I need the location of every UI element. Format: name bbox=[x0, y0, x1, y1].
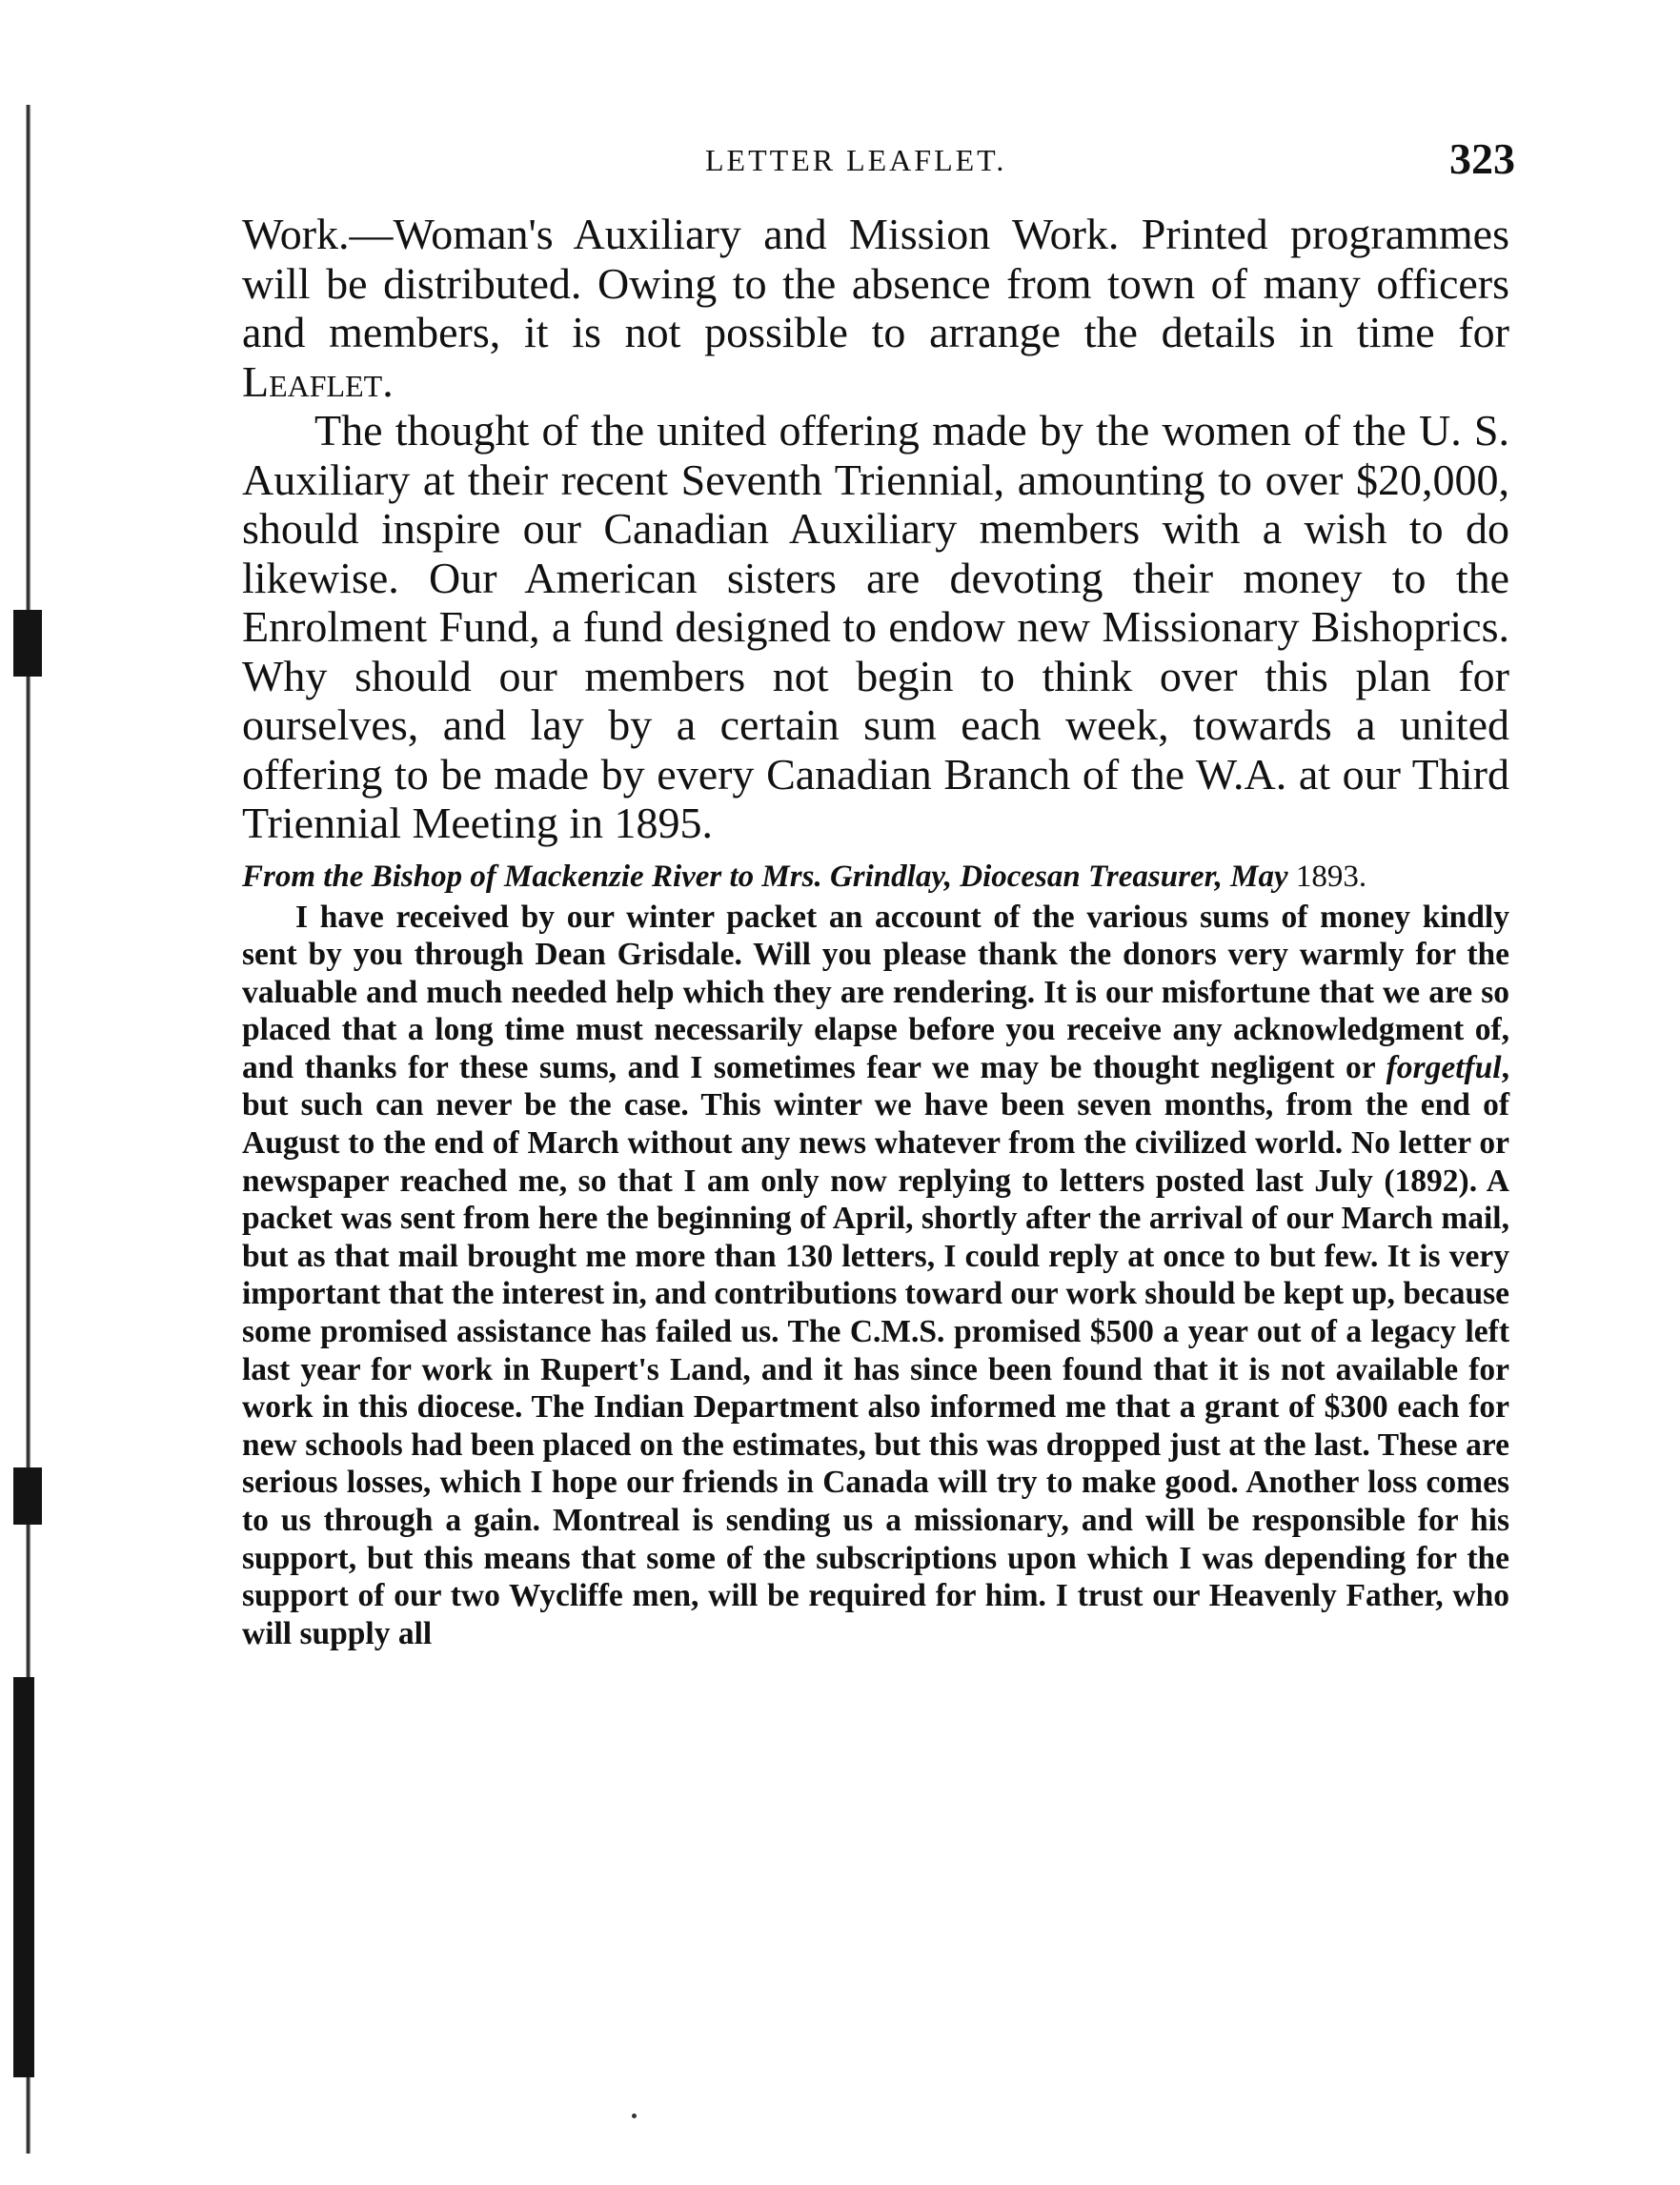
binding-shadow bbox=[13, 1467, 42, 1525]
paragraph-united-offering: The thought of the united offering made by the women of the U. S. Auxiliary at their recent Seventh Triennial, amounting to over $20,000, should inspire our Canadian Auxiliary members with a wish to do likewise. Our American sisters are devoting their money to the Enrolment Fund, a fund designed to endow new Missionary Bishoprics. Why should our members not begin to think over this plan for ourselves, and lay by a certain sum each week, towards a united offering to be made by every Canadian Branch of the W.A. at our Third Triennial Meeting in 1895. bbox=[242, 406, 1509, 847]
binding-shadow bbox=[13, 1677, 34, 2077]
letter-text-part-2: , but such can never be the case. This winter we have been seven months, from the end of August to the end of March without any news whatever from the civilized world. No letter or newspaper reached me, so that I am only now replying to letters posted last July (1892). A packet was sent from here the beginning of April, shortly after the arrival of our March mail, but as that mail brought me more than 130 letters, I could reply at once to but few. It is very important that the interest in, and contributions toward our work should be kept up, because some promised assistance has failed us. The C.M.S. promised $500 a year out of a legacy left last year for work in Rupert's Land, and it has since been found that it is not available for work in this diocese. The Indian Department also informed me that a grant of $300 each for new schools had been placed on the estimates, but this was dropped just at the last. These are serious losses, which I hope our friends in Canada will try to make good. Another loss comes to us through a gain. Montreal is sending us a missionary, and will be responsible for his support, but this means that some of the subscriptions upon which I was depending for the support of our two Wycliffe men, will be required for him. I trust our Heavenly Father, who will supply all bbox=[242, 1049, 1509, 1651]
print-speck bbox=[632, 2114, 637, 2118]
paragraph-text: Work.—Woman's Auxiliary and Mission Work. Printed programmes will be distributed. Owing to the absence from town of many officers and members, it is not possible to arrange the details in time for bbox=[242, 210, 1509, 356]
paragraph-programme-notice bbox=[242, 210, 1509, 406]
page-number: 323 bbox=[1449, 134, 1515, 183]
citation-year: 1893. bbox=[1287, 859, 1367, 894]
letter-text-part-1: I have received by our winter packet an account of the various sums of money kindly sent by you through Dean Grisdale. Will you please thank the donors very warmly for the valuable and much needed help which they are rendering. It is our misfortune that we are so placed that a long time must necessarily elapse before you receive any acknowledgment of, and thanks for these sums, and I sometimes fear we may be thought negligent or bbox=[242, 899, 1509, 1085]
citation-text: From the Bishop of Mackenzie River to Mrs. Grindlay, Diocesan Treasurer, May bbox=[242, 859, 1288, 894]
paragraph-bishop-letter bbox=[242, 899, 1509, 1653]
page-header bbox=[238, 133, 1515, 191]
page-body bbox=[242, 210, 1509, 1652]
running-head: LETTER LEAFLET. bbox=[705, 143, 1007, 177]
binding-shadow bbox=[13, 610, 42, 677]
letter-text-italic: forgetful bbox=[1386, 1049, 1502, 1085]
leaflet-smallcaps: Leaflet. bbox=[242, 356, 394, 406]
letter-citation bbox=[242, 860, 1509, 895]
